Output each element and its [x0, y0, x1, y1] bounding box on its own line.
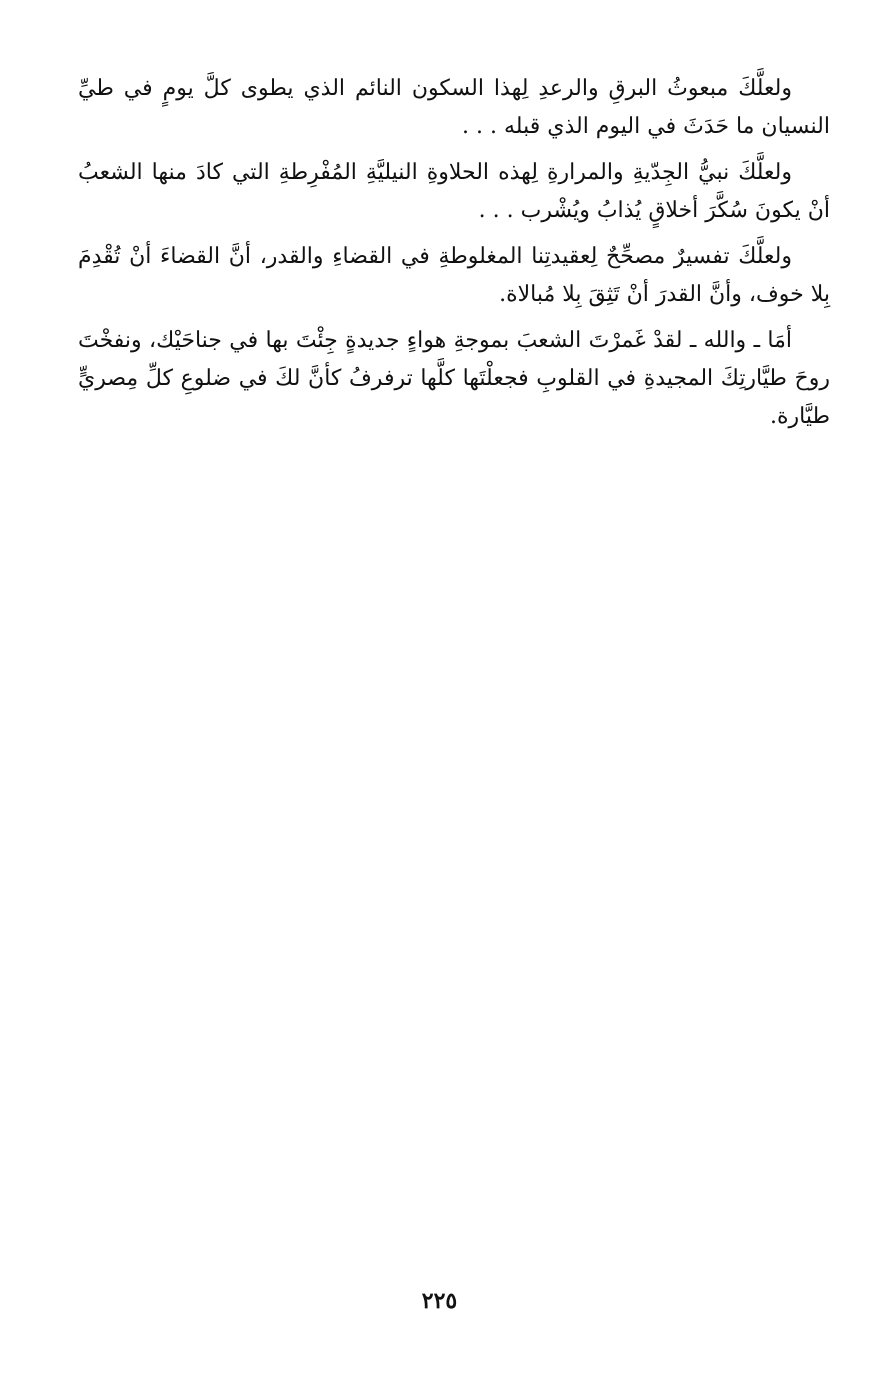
paragraph-3: ولعلَّكَ تفسيرٌ مصحِّحٌ لِعقيدتِنا المغلوطةِ في القضاءِ والقدر، أنَّ القضاءَ أنْ تُقْدِمَ بِلا خوف، وأنَّ القدرَ أنْ تَثِقَ بِلا مُبالاة.	[78, 244, 830, 307]
paragraph-1: ولعلَّكَ مبعوثُ البرقِ والرعدِ لِهذا السكون النائم الذي يطوى كلَّ يومٍ في طيِّ النسيان ما حَدَثَ في اليوم الذي قبله . . .	[78, 76, 830, 139]
paragraph-2: ولعلَّكَ نبيُّ الجِدّيةِ والمرارةِ لِهذه الحلاوةِ النيليَّةِ المُفْرِطةِ التي كادَ منها الشعبُ أنْ يكونَ سُكَّرَ أخلاقٍ يُذابُ ويُشْرب . . .	[78, 160, 830, 223]
paragraph-4: أمَا ـ والله ـ لقدْ غَمرْتَ الشعبَ بموجةِ هواءٍ جديدةٍ جِئْتَ بها في جناحَيْك، ونفخْتَ روحَ طيَّارتِكَ المجيدةِ في القلوبِ فجعلْتَها كلَّها ترفرفُ كأنَّ لكَ في ضلوعِ كلِّ مِصريٍّ طيَّارة.	[78, 328, 830, 429]
body-text	[78, 70, 830, 444]
page-number: ٢٢٥	[421, 1288, 458, 1314]
